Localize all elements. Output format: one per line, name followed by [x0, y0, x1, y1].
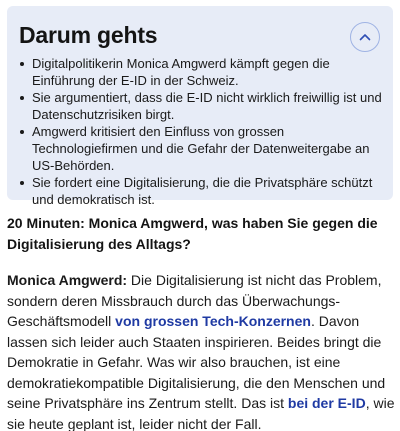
summary-bullet: Sie fordert eine Digitalisierung, die die Privatsphäre schützt und demokratisch ist.: [19, 174, 389, 208]
interview-answer: [7, 270, 395, 431]
summary-bullet: Amgwerd kritisiert den Einfluss von grossen Technologiefirmen und die Gefahr der Datenweitergabe an US-Behörden.: [19, 123, 389, 174]
link-tech-konzerne[interactable]: von grossen Tech-Konzernen: [115, 313, 311, 329]
summary-bullet: Digitalpolitikerin Monica Amgwerd kämpft gegen die Einführung der E-ID in der Schweiz.: [19, 55, 389, 89]
link-e-id[interactable]: bei der E-ID: [287, 395, 366, 411]
answer-text: Die Digitalisierung ist nicht das Problem, sondern deren Missbrauch durch das Überwachungs-Geschäftsmodell: [7, 272, 382, 329]
collapse-button[interactable]: [350, 22, 380, 52]
answer-text: . Davon lassen sich leider auch Staaten inspirieren. Beides bringt die Demokratie in Gefahr. Was wir also brauchen, ist eine demokratiekompatible Digitalisierung, die den Menschen und seine Privatsphäre ins Zentrum stellt. Das ist: [7, 313, 386, 411]
answer-text: , wie sie heute geplant ist, leider nicht der Fall.: [7, 395, 395, 431]
summary-box: [7, 6, 393, 207]
interview-question: 20 Minuten: Monica Amgwerd, was haben Sie gegen die Digitalisierung des Alltags?: [7, 215, 378, 252]
answer-speaker: Monica Amgwerd:: [7, 272, 128, 288]
summary-bullet-list: [19, 55, 389, 208]
summary-bullet: Sie argumentiert, dass die E-ID nicht wirklich freiwillig ist und Datenschutzrisiken birgt.: [19, 89, 389, 123]
summary-title: Darum gehts: [19, 22, 158, 48]
chevron-up-icon: [359, 33, 371, 41]
